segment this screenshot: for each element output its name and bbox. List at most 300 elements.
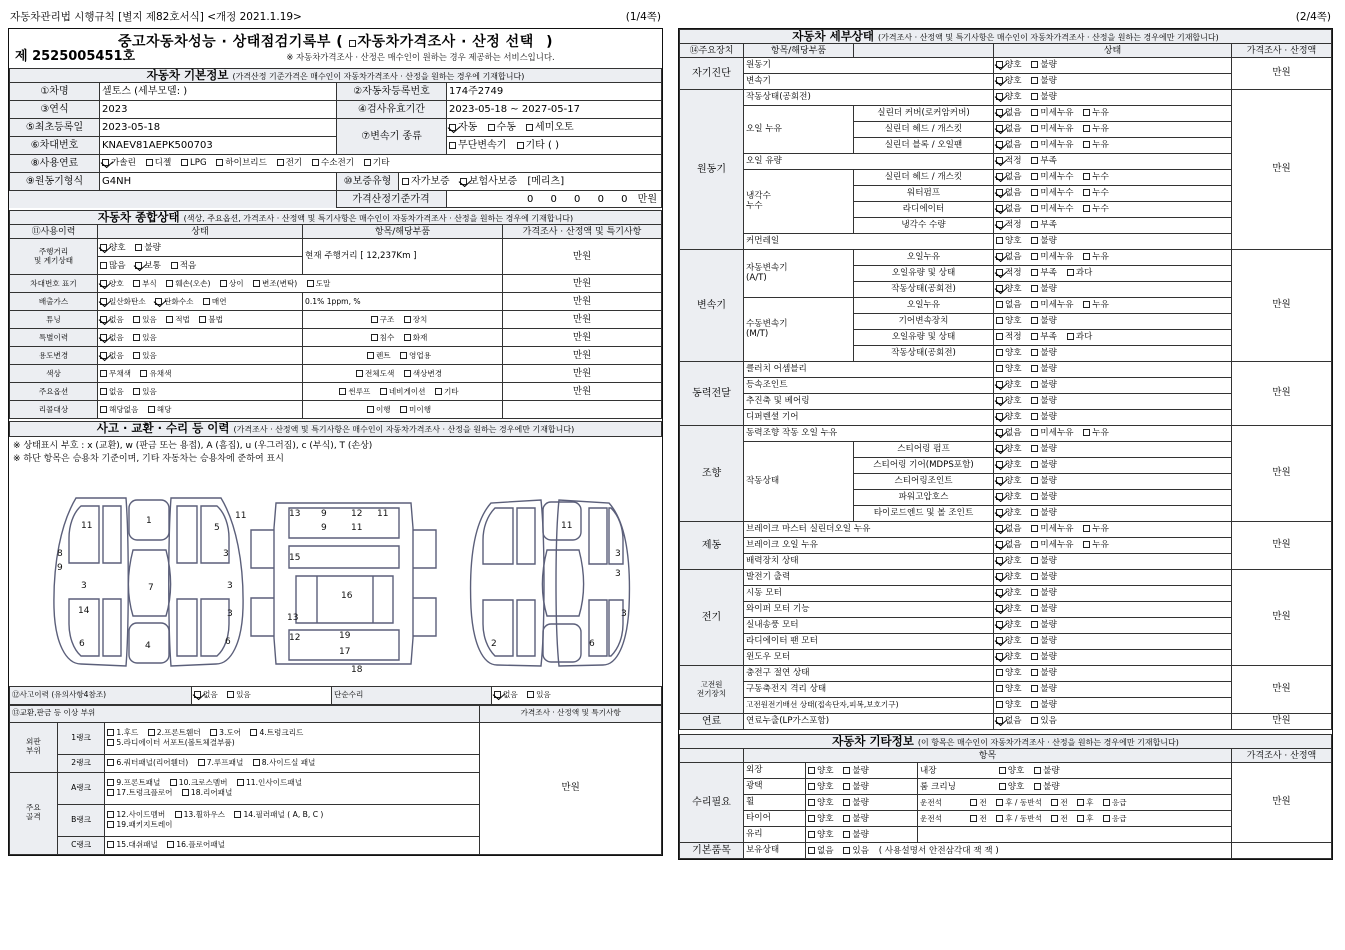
part-rear-panel[interactable]: 18.리어패널: [182, 788, 232, 798]
tire-front-2[interactable]: 전: [1051, 814, 1067, 824]
room-clean-bad[interactable]: 불량: [1034, 782, 1060, 793]
power-hose-good[interactable]: 양호: [996, 492, 1022, 503]
sub-radiator: 라디에이터: [854, 202, 994, 218]
fuel-option-hydrogen[interactable]: 수소전기: [312, 158, 354, 169]
warranty-option-insurer[interactable]: 보험사보증: [460, 176, 517, 188]
overall-part-special: [303, 329, 503, 347]
mt-idle-bad[interactable]: 불량: [1031, 348, 1057, 359]
glass-good[interactable]: 양호: [808, 830, 834, 841]
mt-level-over[interactable]: 과다: [1067, 332, 1093, 343]
common-rail-good[interactable]: 양호: [996, 236, 1022, 247]
simple-repair-none[interactable]: 없음: [494, 690, 518, 700]
form-legal-title: 자동차관리법 시행규칙 [별지 제82호서식] <개정 2021.1.19>: [10, 11, 302, 23]
basic-info-band: [10, 69, 662, 83]
brake-oil-micro[interactable]: 미세누유: [1031, 540, 1073, 551]
special-fire[interactable]: 화재: [404, 333, 428, 343]
state-radiator: [994, 202, 1232, 218]
recall-applicable[interactable]: 해당: [148, 405, 172, 415]
vin-erased[interactable]: 도말: [307, 279, 331, 289]
part-front-fender[interactable]: 2.프론트휀더: [148, 728, 201, 738]
oil-level-low[interactable]: 부족: [1031, 156, 1057, 167]
at-leak-micro[interactable]: 미세누유: [1031, 252, 1073, 263]
transmission-option-cvt[interactable]: 무단변속기: [449, 140, 506, 152]
booster-good[interactable]: 양호: [996, 556, 1022, 567]
basic-none[interactable]: 없음: [808, 846, 834, 857]
sub-cylinder-head-gasket: 실린더 헤드 / 개스킷: [854, 122, 994, 138]
differential-bad[interactable]: 불량: [1031, 412, 1057, 423]
at-leak-leak[interactable]: 누유: [1083, 252, 1109, 263]
transmission-option-manual[interactable]: 수동: [488, 122, 516, 134]
part-trunk-lid[interactable]: 4.트렁크리드: [250, 728, 303, 738]
part-roof-panel[interactable]: 7.루프패널: [198, 758, 244, 768]
propeller-good[interactable]: 양호: [996, 396, 1022, 407]
state-cv-joint: [994, 378, 1232, 394]
master-micro[interactable]: 미세누유: [1031, 524, 1073, 535]
svg-text:11: 11: [350, 522, 362, 533]
oil-level-ok[interactable]: 적정: [996, 156, 1022, 167]
overall-col-item: ⑪사용이력: [10, 225, 98, 239]
left-form-frame: [8, 28, 663, 856]
frame-ranka-items: [105, 772, 480, 804]
coolant-amount-ok[interactable]: 적정: [996, 220, 1022, 231]
color-full-paint[interactable]: 전체도색: [356, 369, 394, 379]
propeller-bad[interactable]: 불량: [1031, 396, 1057, 407]
part-door[interactable]: 3.도어: [210, 728, 241, 738]
tuning-illegal[interactable]: 불법: [199, 315, 223, 325]
warranty-company: [메리츠]: [527, 176, 565, 187]
block-none[interactable]: 없음: [996, 140, 1022, 151]
svg-text:3: 3: [614, 568, 621, 579]
part-radiator-support[interactable]: 5.라디에이터 서포트(볼트체결부품): [107, 738, 234, 748]
price-survey-select-checkbox[interactable]: [349, 34, 534, 50]
svg-text:1: 1: [145, 515, 152, 526]
sub-at-oil-leak: 오일누유: [854, 250, 994, 266]
overall-part-options: [303, 383, 503, 401]
fuel-option-lpg[interactable]: LPG: [181, 158, 207, 169]
group-main-frame: 주요 골격: [10, 772, 58, 854]
fuel-option-diesel[interactable]: 디젤: [146, 158, 172, 169]
starter-good[interactable]: 양호: [996, 588, 1022, 599]
etc-price-repair: 만원: [1232, 763, 1332, 843]
row-self-engine-state: [994, 58, 1232, 74]
pump-micro[interactable]: 미세누수: [1031, 188, 1073, 199]
mileage-bad[interactable]: 불량: [135, 243, 161, 254]
vin-different[interactable]: 상이: [220, 279, 244, 289]
mt-level-ok[interactable]: 적정: [996, 332, 1022, 343]
accident-yes[interactable]: 있음: [227, 690, 251, 700]
engine-idle-bad[interactable]: 불량: [1031, 92, 1057, 103]
color-changed[interactable]: 색상변경: [404, 369, 442, 379]
blower-bad[interactable]: 불량: [1031, 620, 1057, 631]
row-at-part: 자동변속기 (A/T): [744, 250, 854, 298]
radiator-leak[interactable]: 누수: [1083, 204, 1109, 215]
state-charge-port: [994, 666, 1232, 682]
alternator-bad[interactable]: 불량: [1031, 572, 1057, 583]
row-common-rail-part: 커먼레일: [744, 234, 994, 250]
detail-group-electric: 전기: [680, 570, 744, 666]
coolant-amount-low[interactable]: 부족: [1031, 220, 1057, 231]
warranty-and-price: [337, 173, 662, 191]
self-trans-good[interactable]: 양호: [996, 76, 1022, 87]
overall-state-tuning: [98, 311, 303, 329]
fuel-leak-none[interactable]: 없음: [996, 716, 1022, 727]
usage-none[interactable]: 없음: [100, 351, 124, 361]
part-package-tray[interactable]: 19.패키지트레이: [107, 820, 172, 830]
power-hose-bad[interactable]: 불량: [1031, 492, 1057, 503]
ps-leak-leak[interactable]: 누유: [1083, 428, 1109, 439]
tire-spare[interactable]: 응급: [1103, 814, 1127, 824]
simple-repair-yes[interactable]: 있음: [527, 690, 551, 700]
state-cylinder-head-gasket: [994, 122, 1232, 138]
steering-joint-bad[interactable]: 불량: [1031, 476, 1057, 487]
vin-damaged[interactable]: 훼손(오손): [166, 279, 210, 289]
fuel-option-electric[interactable]: 전기: [277, 158, 303, 169]
document-number: 제 2525005451호: [15, 49, 136, 65]
usage-commercial[interactable]: 영업용: [400, 351, 431, 361]
overall-col-state: 상태: [98, 225, 303, 239]
wheel-good[interactable]: 양호: [808, 798, 834, 809]
mt-level-low[interactable]: 부족: [1031, 332, 1057, 343]
etc-label-interior: 내장: [920, 765, 937, 776]
brake-oil-none[interactable]: 없음: [996, 540, 1022, 551]
overall-price-recall: [503, 401, 662, 419]
overall-price-options: 만원: [503, 383, 662, 401]
rocker-none[interactable]: 없음: [996, 108, 1022, 119]
overall-price-mileage: 만원: [503, 239, 662, 275]
mileage-many[interactable]: 많음: [100, 261, 126, 272]
gear-good[interactable]: 양호: [996, 316, 1022, 327]
value-inspection-valid: 2023-05-18 ~ 2027-05-17: [447, 101, 662, 119]
frame-rankc-items: [105, 836, 480, 854]
fan-bad[interactable]: 불량: [1031, 636, 1057, 647]
overall-part-usage: [303, 347, 503, 365]
part-dash-panel[interactable]: 15.대쉬패널: [107, 840, 157, 850]
part-front-panel[interactable]: 9.프론트패널: [107, 778, 160, 788]
usage-yes[interactable]: 있음: [133, 351, 157, 361]
coolant-head-micro[interactable]: 미세누수: [1031, 172, 1073, 183]
recall-done[interactable]: 이행: [367, 405, 391, 415]
cv-good[interactable]: 양호: [996, 380, 1022, 391]
etc-basic-detail: ( 사용설명서 안전삼각대 잭 잭 ): [878, 845, 999, 856]
transmission-option-auto[interactable]: 자동: [449, 122, 477, 134]
mt-leak-leak[interactable]: 누유: [1083, 300, 1109, 311]
vin-altered[interactable]: 변조(변탁): [253, 279, 297, 289]
sub-mt-idle: 작동상태(공회전): [854, 346, 994, 362]
self-engine-bad[interactable]: 불량: [1031, 60, 1057, 71]
tuning-none[interactable]: 없음: [100, 315, 124, 325]
sub-coolant-head-gasket: 실린더 헤드 / 개스킷: [854, 170, 994, 186]
part-inside-panel[interactable]: 11.인사이드패널: [237, 778, 302, 788]
label-car-name: ①차명: [10, 83, 100, 101]
exterior-bad[interactable]: 불량: [843, 766, 869, 777]
options-other[interactable]: 기타: [435, 387, 459, 397]
tuning-legal[interactable]: 적법: [166, 315, 190, 325]
etc-state-basic-items: [806, 843, 1232, 859]
overall-state-mileage-2: [98, 257, 303, 275]
color-chromatic[interactable]: 유채색: [140, 369, 171, 379]
transmission-option-other[interactable]: 기타 ( ): [517, 140, 559, 152]
interior-good[interactable]: 양호: [999, 766, 1025, 777]
state-fuel-leak: [994, 714, 1232, 730]
part-side-sill-panel[interactable]: 8.사이드실 패널: [253, 758, 316, 768]
clutch-bad[interactable]: 불량: [1031, 364, 1057, 375]
tuning-device[interactable]: 장치: [404, 315, 428, 325]
wheel-rear-2[interactable]: 후: [1077, 798, 1093, 808]
state-blower-motor: [994, 618, 1232, 634]
page-right: [678, 0, 1333, 860]
fuel-option-other[interactable]: 기타: [364, 158, 390, 169]
overall-state-color: [98, 365, 303, 383]
overall-item-emission: 배출가스: [10, 293, 98, 311]
radiator-none[interactable]: 없음: [996, 204, 1022, 215]
pump-leak[interactable]: 누수: [1083, 188, 1109, 199]
color-achromatic[interactable]: 무채색: [100, 369, 131, 379]
options-none[interactable]: 없음: [100, 387, 124, 397]
detail-band-title: 자동차 세부상태: [792, 29, 875, 43]
rank-1: 1랭크: [57, 722, 105, 754]
sub-at-oil-level: 오일유량 및 상태: [854, 266, 994, 282]
differential-good[interactable]: 양호: [996, 412, 1022, 423]
etc-state-wheel: [806, 795, 918, 811]
wiper-good[interactable]: 양호: [996, 604, 1022, 615]
head-leak[interactable]: 누유: [1083, 124, 1109, 135]
head-none[interactable]: 없음: [996, 124, 1022, 135]
group-outer-panel: 외판 부위: [10, 722, 58, 772]
gear-bad[interactable]: 불량: [1031, 316, 1057, 327]
sub-steering-pump: 스티어링 펌프: [854, 442, 994, 458]
basic-yes[interactable]: 있음: [843, 846, 869, 857]
part-cross-member[interactable]: 10.크로스멤버: [170, 778, 228, 788]
state-at-oil-level: [994, 266, 1232, 282]
state-battery-isolation: [994, 682, 1232, 698]
price-survey-select-label: 자동차가격조사 · 산정 선택: [357, 34, 534, 50]
at-idle-bad[interactable]: 불량: [1031, 284, 1057, 295]
part-trunk-floor[interactable]: 17.트렁크플로어: [107, 788, 172, 798]
block-leak[interactable]: 누유: [1083, 140, 1109, 151]
part-pillar-panel[interactable]: 14.필러패널 ( A, B, C ): [234, 810, 323, 820]
options-yes[interactable]: 있음: [133, 387, 157, 397]
tire-front[interactable]: 전: [970, 814, 986, 824]
part-side-member[interactable]: 12.사이드멤버: [107, 810, 165, 820]
battery-iso-good[interactable]: 양호: [996, 684, 1022, 695]
etc-label-polish: 광택: [744, 779, 806, 795]
row-engine-idle-state: [994, 90, 1232, 106]
sub-power-hose: 파워고압호스: [854, 490, 994, 506]
blower-good[interactable]: 양호: [996, 620, 1022, 631]
at-idle-good[interactable]: 양호: [996, 284, 1022, 295]
svg-text:3: 3: [226, 608, 233, 619]
state-coolant-head-gasket: [994, 170, 1232, 186]
state-steering-pump: [994, 442, 1232, 458]
glass-bad[interactable]: 불량: [843, 830, 869, 841]
emission-co[interactable]: 일산화탄소: [100, 297, 146, 307]
detail-group-powertrain: 동력전달: [680, 362, 744, 426]
part-hood[interactable]: 1.후드: [107, 728, 138, 738]
etc-label-basic-state: 보유상태: [744, 843, 806, 859]
steering-gear-good[interactable]: 양호: [996, 460, 1022, 471]
recall-not-applicable[interactable]: 해당없음: [100, 405, 138, 415]
document-subnote: ※ 자동차가격조사 · 산정은 매수인이 원하는 경우 제공하는 서비스입니다.: [286, 51, 555, 62]
interior-bad[interactable]: 불량: [1034, 766, 1060, 777]
emission-smoke[interactable]: 매연: [203, 297, 227, 307]
self-trans-bad[interactable]: 불량: [1031, 76, 1057, 87]
state-coolant-amount: [994, 218, 1232, 234]
options-navigation[interactable]: 네비게이션: [380, 387, 426, 397]
cv-bad[interactable]: 불량: [1031, 380, 1057, 391]
ps-leak-micro[interactable]: 미세누유: [1031, 428, 1073, 439]
at-leak-none[interactable]: 없음: [996, 252, 1022, 263]
master-none[interactable]: 없음: [996, 524, 1022, 535]
fuel-option-gasoline[interactable]: 가솔린: [102, 158, 136, 169]
state-cylinder-block-oilpan: [994, 138, 1232, 154]
sub-cylinder-block-oilpan: 실린더 블록 / 오일팬: [854, 138, 994, 154]
label-simple-repair: 단순수리: [332, 686, 492, 704]
warranty-option-self[interactable]: 자가보증: [402, 176, 450, 188]
mileage-good[interactable]: 양호: [100, 243, 126, 254]
coolant-head-none[interactable]: 없음: [996, 172, 1022, 183]
at-level-ok[interactable]: 적정: [996, 268, 1022, 279]
room-clean-good[interactable]: 양호: [999, 782, 1025, 793]
battery-iso-bad[interactable]: 불량: [1031, 684, 1057, 695]
state-starter: [994, 586, 1232, 602]
label-engine-type: ⑨원동기형식: [10, 173, 100, 191]
pump-none[interactable]: 없음: [996, 188, 1022, 199]
transmission-option-semiauto[interactable]: 세미오토: [526, 122, 574, 134]
special-none[interactable]: 없음: [100, 333, 124, 343]
charge-port-bad[interactable]: 불량: [1031, 668, 1057, 679]
sub-mt-oil-level: 오일유량 및 상태: [854, 330, 994, 346]
steering-gear-bad[interactable]: 불량: [1031, 460, 1057, 471]
polish-good[interactable]: 양호: [808, 782, 834, 793]
detail-col-part: 항목/해당부품: [744, 44, 854, 58]
mt-idle-good[interactable]: 양호: [996, 348, 1022, 359]
head-micro[interactable]: 미세누유: [1031, 124, 1073, 135]
part-wheel-house[interactable]: 13.휠하우스: [175, 810, 225, 820]
tire-rear-passenger[interactable]: 후 / 동반석: [996, 814, 1042, 824]
value-engine-type: G4NH: [100, 173, 337, 191]
svg-text:18: 18: [350, 664, 362, 675]
emission-hc[interactable]: 탄화수소: [155, 297, 193, 307]
svg-text:9: 9: [320, 522, 327, 533]
window-bad[interactable]: 불량: [1031, 652, 1057, 663]
etc-label-glass: 유리: [744, 827, 806, 843]
row-starter-part: 시동 모터: [744, 586, 994, 602]
rocker-leak[interactable]: 누유: [1083, 108, 1109, 119]
special-yes[interactable]: 있음: [133, 333, 157, 343]
detail-group-self-diagnosis: 자기진단: [680, 58, 744, 90]
page-right-header: [678, 0, 1333, 28]
state-wiper-motor: [994, 602, 1232, 618]
tire-rear-2[interactable]: 후: [1077, 814, 1093, 824]
mileage-few[interactable]: 적음: [171, 261, 197, 272]
vin-good[interactable]: 양호: [100, 279, 124, 289]
brake-oil-leak[interactable]: 누유: [1083, 540, 1109, 551]
accident-none[interactable]: 없음: [194, 690, 218, 700]
recall-not-done[interactable]: 미이행: [400, 405, 431, 415]
wheel-front[interactable]: 전: [970, 798, 986, 808]
tuning-structure[interactable]: 구조: [371, 315, 395, 325]
starter-bad[interactable]: 불량: [1031, 588, 1057, 599]
wiper-bad[interactable]: 불량: [1031, 604, 1057, 615]
sub-tie-rod-end: 타이로드엔드 및 볼 조인트: [854, 506, 994, 522]
overall-price-special: 만원: [503, 329, 662, 347]
vin-corroded[interactable]: 부식: [133, 279, 157, 289]
rocker-micro[interactable]: 미세누유: [1031, 108, 1073, 119]
tire-good[interactable]: 양호: [808, 814, 834, 825]
steering-joint-good[interactable]: 양호: [996, 476, 1022, 487]
usage-rent[interactable]: 렌트: [367, 351, 391, 361]
polish-bad[interactable]: 불량: [843, 782, 869, 793]
state-window-motor: [994, 650, 1232, 666]
coolant-head-leak[interactable]: 누수: [1083, 172, 1109, 183]
wheel-front-2[interactable]: 전: [1051, 798, 1067, 808]
tuning-yes[interactable]: 있음: [133, 315, 157, 325]
exterior-good[interactable]: 양호: [808, 766, 834, 777]
steering-pump-good[interactable]: 양호: [996, 444, 1022, 455]
detail-group-engine: 원동기: [680, 90, 744, 250]
window-good[interactable]: 양호: [996, 652, 1022, 663]
row-brake-oil-part: 브레이크 오일 누유: [744, 538, 994, 554]
overall-col-part: 항목/해당부품: [303, 225, 503, 239]
radiator-micro[interactable]: 미세누수: [1031, 204, 1073, 215]
engine-idle-good[interactable]: 양호: [996, 92, 1022, 103]
overall-state-mileage-1: [98, 239, 303, 257]
block-micro[interactable]: 미세누유: [1031, 140, 1073, 151]
row-engine-oil-leak-part: 오일 누유: [744, 106, 854, 154]
mt-leak-micro[interactable]: 미세누유: [1031, 300, 1073, 311]
charge-port-good[interactable]: 양호: [996, 668, 1022, 679]
alternator-good[interactable]: 양호: [996, 572, 1022, 583]
mt-leak-none[interactable]: 없음: [996, 300, 1022, 311]
hv-wiring-bad[interactable]: 불량: [1031, 700, 1057, 711]
document-title: 중고자동차성능 · 상태점검기록부 (: [117, 34, 344, 50]
master-leak[interactable]: 누유: [1083, 524, 1109, 535]
state-differential: [994, 410, 1232, 426]
hv-wiring-good[interactable]: 양호: [996, 700, 1022, 711]
at-level-low[interactable]: 부족: [1031, 268, 1057, 279]
self-engine-good[interactable]: 양호: [996, 60, 1022, 71]
wheel-spare[interactable]: 응급: [1103, 798, 1127, 808]
tie-rod-bad[interactable]: 불량: [1031, 508, 1057, 519]
mileage-normal[interactable]: 보통: [135, 261, 161, 272]
part-quarter-panel[interactable]: 6.쿼터패널(리어휀더): [107, 758, 188, 768]
wheel-rear-passenger[interactable]: 후 / 동반석: [996, 798, 1042, 808]
clutch-good[interactable]: 양호: [996, 364, 1022, 375]
detail-band: [680, 30, 1332, 44]
ps-leak-none[interactable]: 없음: [996, 428, 1022, 439]
special-flood[interactable]: 침수: [371, 333, 395, 343]
overall-price-color: 만원: [503, 365, 662, 383]
tire-bad[interactable]: 불량: [843, 814, 869, 825]
options-sunroof[interactable]: 썬루프: [339, 387, 370, 397]
row-master-cylinder-part: 브레이크 마스터 실린더오일 누유: [744, 522, 994, 538]
overall-band: [10, 211, 662, 225]
fuel-leak-yes[interactable]: 있음: [1031, 716, 1057, 727]
fan-good[interactable]: 양호: [996, 636, 1022, 647]
steering-pump-bad[interactable]: 불량: [1031, 444, 1057, 455]
at-level-over[interactable]: 과다: [1067, 268, 1093, 279]
wheel-bad[interactable]: 불량: [843, 798, 869, 809]
booster-bad[interactable]: 불량: [1031, 556, 1057, 567]
overall-state-usage: [98, 347, 303, 365]
detail-state-table: [679, 29, 1332, 730]
detail-group-fuel: 연료: [680, 714, 744, 730]
value-year: 2023: [100, 101, 337, 119]
part-floor-panel[interactable]: 16.플로어패널: [167, 840, 225, 850]
tie-rod-good[interactable]: 양호: [996, 508, 1022, 519]
common-rail-bad[interactable]: 불량: [1031, 236, 1057, 247]
fuel-option-hybrid[interactable]: 하이브리드: [216, 158, 267, 169]
